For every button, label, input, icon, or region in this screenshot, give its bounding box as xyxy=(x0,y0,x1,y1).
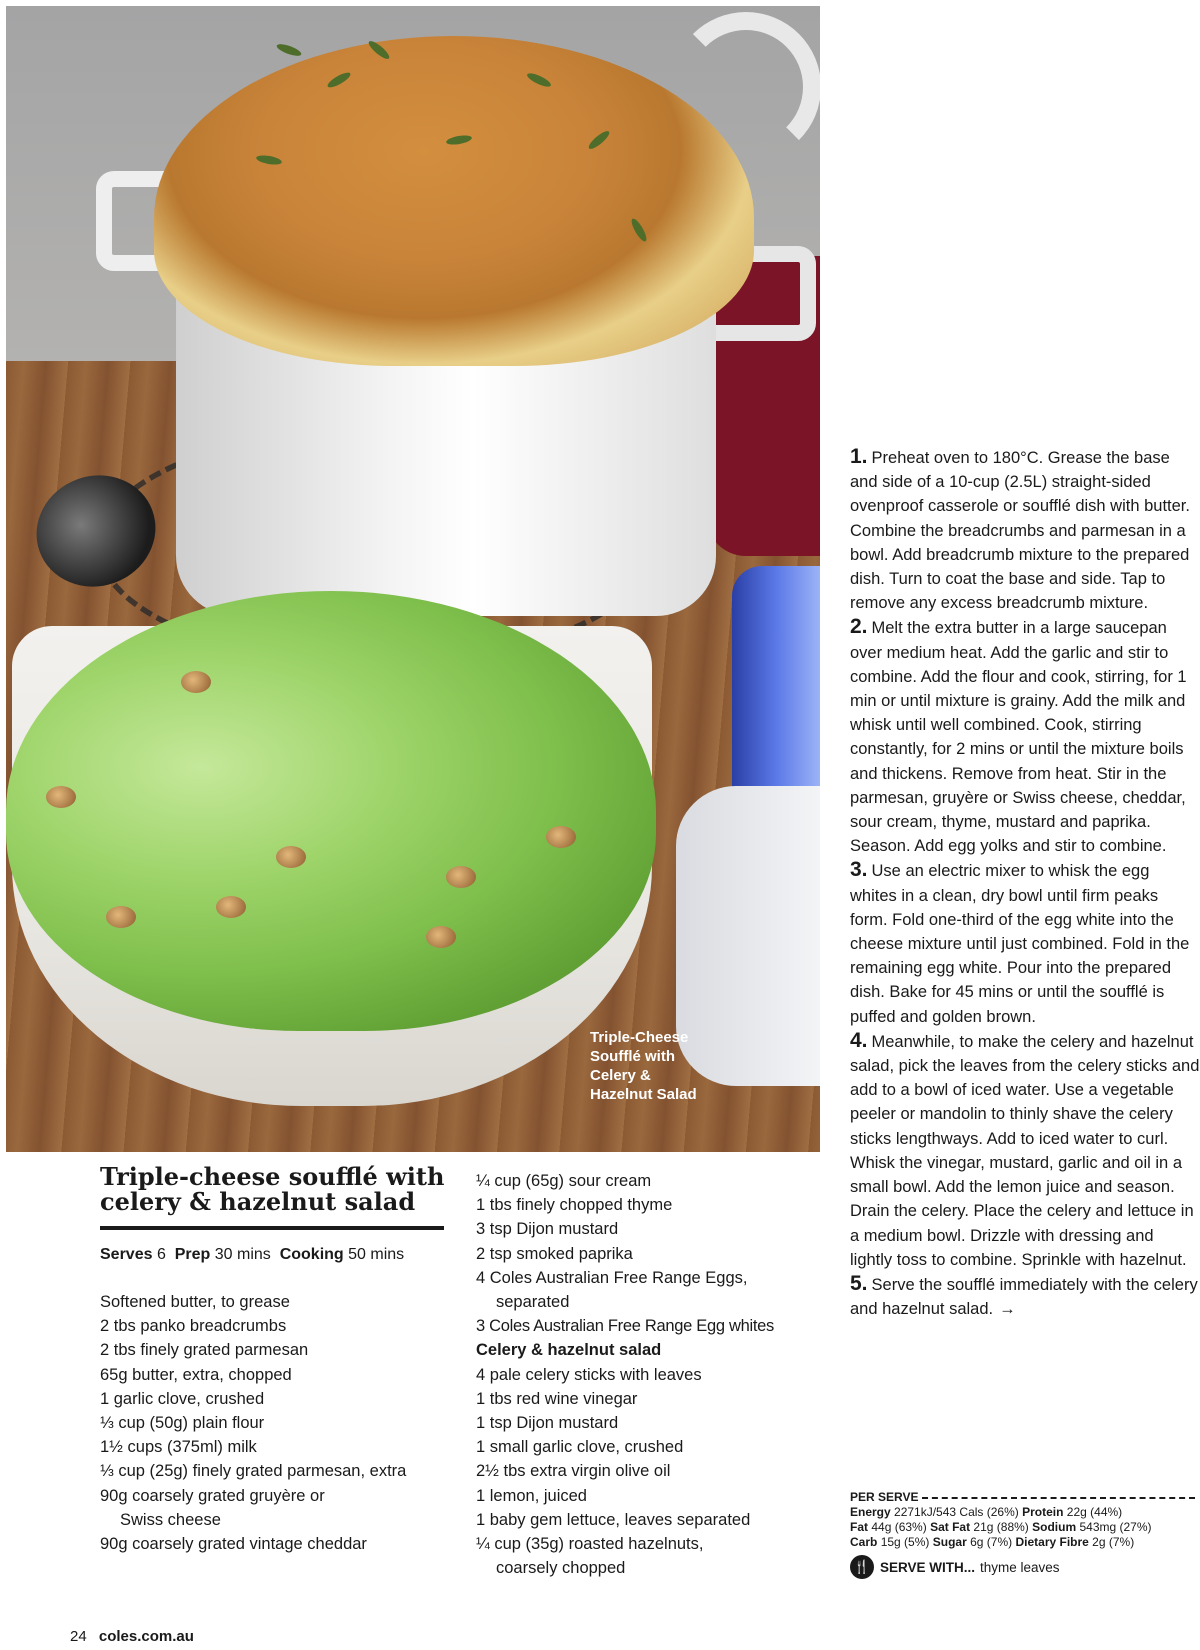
ingredient: 2 tbs panko breadcrumbs xyxy=(100,1317,287,1336)
per-serve-heading xyxy=(850,1490,1195,1505)
method-step xyxy=(850,1272,1200,1321)
step-number: 4. xyxy=(850,1028,868,1052)
salad-heading: Celery & hazelnut salad xyxy=(476,1341,662,1360)
ingredient: 65g butter, extra, chopped xyxy=(100,1365,292,1384)
ingredient: Softened butter, to grease xyxy=(100,1293,290,1311)
ingredient: 2 tbs finely grated parmesan xyxy=(100,1341,309,1360)
ingredient: 2½ tbs extra virgin olive oil xyxy=(476,1462,671,1481)
ingredient: 90g coarsely grated gruyère or Swiss cheese xyxy=(100,1486,325,1529)
nutrition-line-1 xyxy=(850,1505,1195,1520)
ingredient: ¼ cup (65g) sour cream xyxy=(476,1172,652,1190)
ingredient: 1 tsp Dijon mustard xyxy=(476,1414,619,1433)
ingredient: 1½ cups (375ml) milk xyxy=(100,1438,257,1457)
prep-label: Prep xyxy=(174,1246,211,1263)
step-number: 3. xyxy=(850,858,868,882)
photo-hazelnut xyxy=(46,786,76,808)
ingredient: ⅓ cup (25g) finely grated parmesan, extra xyxy=(100,1462,407,1481)
recipe-title: Triple-cheese soufflé with celery & hazelnut salad xyxy=(100,1162,445,1216)
page-footer xyxy=(70,1628,194,1645)
photo-hazelnut xyxy=(546,826,576,848)
ingredient: 90g coarsely grated vintage cheddar xyxy=(100,1535,367,1554)
step-text: Preheat oven to 180°C. Grease the base and side of a 10-cup (2.5L) straight-sided ovenproof casserole or soufflé dish with butter. Combine the breadcrumbs and parmesan in a bowl. Add breadcrumb mixture to the prepared dish. Turn to coat the base and side. Tap to remove any excess breadcrumb mixture. xyxy=(850,449,1190,613)
cutlery-icon: 🍴 xyxy=(850,1555,874,1579)
per-serve-label: PER SERVE xyxy=(850,1490,919,1504)
photo-caption: Triple-Cheese Soufflé with Celery & Hazelnut Salad xyxy=(590,1029,697,1103)
ingredient: 1 small garlic clove, crushed xyxy=(476,1438,684,1457)
serve-with-value: thyme leaves xyxy=(980,1559,1060,1575)
sugar-label: Sugar xyxy=(932,1535,967,1549)
photo-hazelnut xyxy=(106,906,136,928)
ingredient: ¼ cup (35g) roasted hazelnuts, coarsely chopped xyxy=(476,1535,704,1578)
page-number: 24 xyxy=(70,1628,87,1645)
sodium-label: Sodium xyxy=(1032,1520,1077,1534)
ingredient: 1 garlic clove, crushed xyxy=(100,1389,265,1408)
protein-label: Protein xyxy=(1022,1505,1064,1519)
photo-hazelnut xyxy=(276,846,306,868)
ingredient: 2 tsp smoked paprika xyxy=(476,1244,633,1263)
protein-value: 22g (44%) xyxy=(1066,1505,1123,1519)
step-text: Use an electric mixer to whisk the egg whites in a clean, dry bowl until firm peaks form. Fold one-third of the egg white into the cheese mixture until just combined. Fold in the remaining egg white. Pour into the prepared dish. Bake for 45 mins or until the soufflé is puffed and golden brown. xyxy=(850,862,1190,1026)
photo-hazelnut xyxy=(446,866,476,888)
recipe-photo xyxy=(6,6,820,1152)
sat-fat-label: Sat Fat xyxy=(930,1520,971,1534)
step-text: Serve the soufflé immediately with the celery and hazelnut salad. xyxy=(850,1275,1198,1319)
method-step xyxy=(850,1029,1200,1272)
step-text: Meanwhile, to make the celery and hazelnut salad, pick the leaves from the celery sticks and add to a bowl of iced water. Use a vegetable peeler or mandolin to thinly shave the celery sticks lengthways. Add to iced water to curl. Whisk the vinegar, mustard, garlic and oil in a small bowl. Add the lemon juice and season. Drain the celery. Place the celery and lettuce in a medium bowl. Drizzle with dressing and lightly toss to combine. Sprinkle with hazelnut. xyxy=(850,1032,1200,1269)
serves-label: Serves xyxy=(100,1246,153,1263)
step-number: 2. xyxy=(850,615,868,639)
dashed-rule xyxy=(922,1497,1195,1499)
step-number: 1. xyxy=(850,445,868,468)
carb-value: 15g (5%) xyxy=(880,1535,930,1549)
fibre-label: Dietary Fibre xyxy=(1015,1535,1089,1549)
energy-label: Energy xyxy=(850,1505,891,1519)
ingredients-column-1 xyxy=(100,1290,460,1556)
cooking-label: Cooking xyxy=(279,1246,344,1263)
arrow-right-icon: → xyxy=(999,1300,1016,1319)
carb-label: Carb xyxy=(850,1535,878,1549)
ingredient: 3 Coles Australian Free Range Egg whites xyxy=(476,1317,775,1336)
cooking-value: 50 mins xyxy=(348,1246,405,1263)
fat-value: 44g (63%) xyxy=(871,1520,927,1534)
serves-value: 6 xyxy=(156,1246,166,1263)
ingredient: 4 pale celery sticks with leaves xyxy=(476,1365,702,1384)
sodium-value: 543mg (27%) xyxy=(1079,1520,1152,1534)
ingredient: 1 baby gem lettuce, leaves separated xyxy=(476,1510,751,1529)
title-rule xyxy=(100,1226,444,1230)
nutrition-line-3 xyxy=(850,1535,1195,1550)
fat-label: Fat xyxy=(850,1520,868,1534)
sat-fat-value: 21g (88%) xyxy=(973,1520,1029,1534)
ingredient: 1 tbs finely chopped thyme xyxy=(476,1196,673,1215)
step-text: Melt the extra butter in a large saucepan over medium heat. Add the garlic and stir to combine. Add the flour and cook, stirring, for 1 min or until mixture is grainy. Add the milk and whisk until well combined. Cook, stirring constantly, for 2 mins or until the mixture boils and thickens. Remove from heat. Stir in the parmesan, gruyère or Swiss cheese, cheddar, sour cream, thyme, mustard and paprika. Season. Add egg yolks and stir to combine. xyxy=(850,619,1187,856)
prep-value: 30 mins xyxy=(214,1246,271,1263)
fibre-value: 2g (7%) xyxy=(1092,1535,1135,1549)
photo-hazelnut xyxy=(426,926,456,948)
recipe-meta xyxy=(100,1245,404,1265)
energy-value: 2271kJ/543 Cals (26%) xyxy=(894,1505,1019,1519)
method-step xyxy=(850,615,1200,858)
ingredients-column-2 xyxy=(476,1169,836,1580)
photo-salad xyxy=(6,591,656,1031)
ingredient: 4 Coles Australian Free Range Eggs, separated xyxy=(476,1268,748,1312)
site-link[interactable]: coles.com.au xyxy=(98,1628,194,1645)
serve-with-label: SERVE WITH... xyxy=(880,1559,976,1575)
photo-hazelnut xyxy=(216,896,246,918)
ingredient: ⅓ cup (50g) plain flour xyxy=(100,1414,265,1433)
nutrition-panel xyxy=(850,1490,1195,1550)
sugar-value: 6g (7%) xyxy=(970,1535,1013,1549)
method-steps xyxy=(850,445,1200,1321)
method-step xyxy=(850,858,1200,1028)
photo-hazelnut xyxy=(181,671,211,693)
ingredient: 1 lemon, juiced xyxy=(476,1486,587,1505)
method-step xyxy=(850,445,1200,615)
ingredient: 3 tsp Dijon mustard xyxy=(476,1220,619,1239)
ingredient: 1 tbs red wine vinegar xyxy=(476,1389,638,1408)
step-number: 5. xyxy=(850,1271,868,1295)
serve-with xyxy=(850,1555,1060,1579)
nutrition-line-2 xyxy=(850,1520,1195,1535)
